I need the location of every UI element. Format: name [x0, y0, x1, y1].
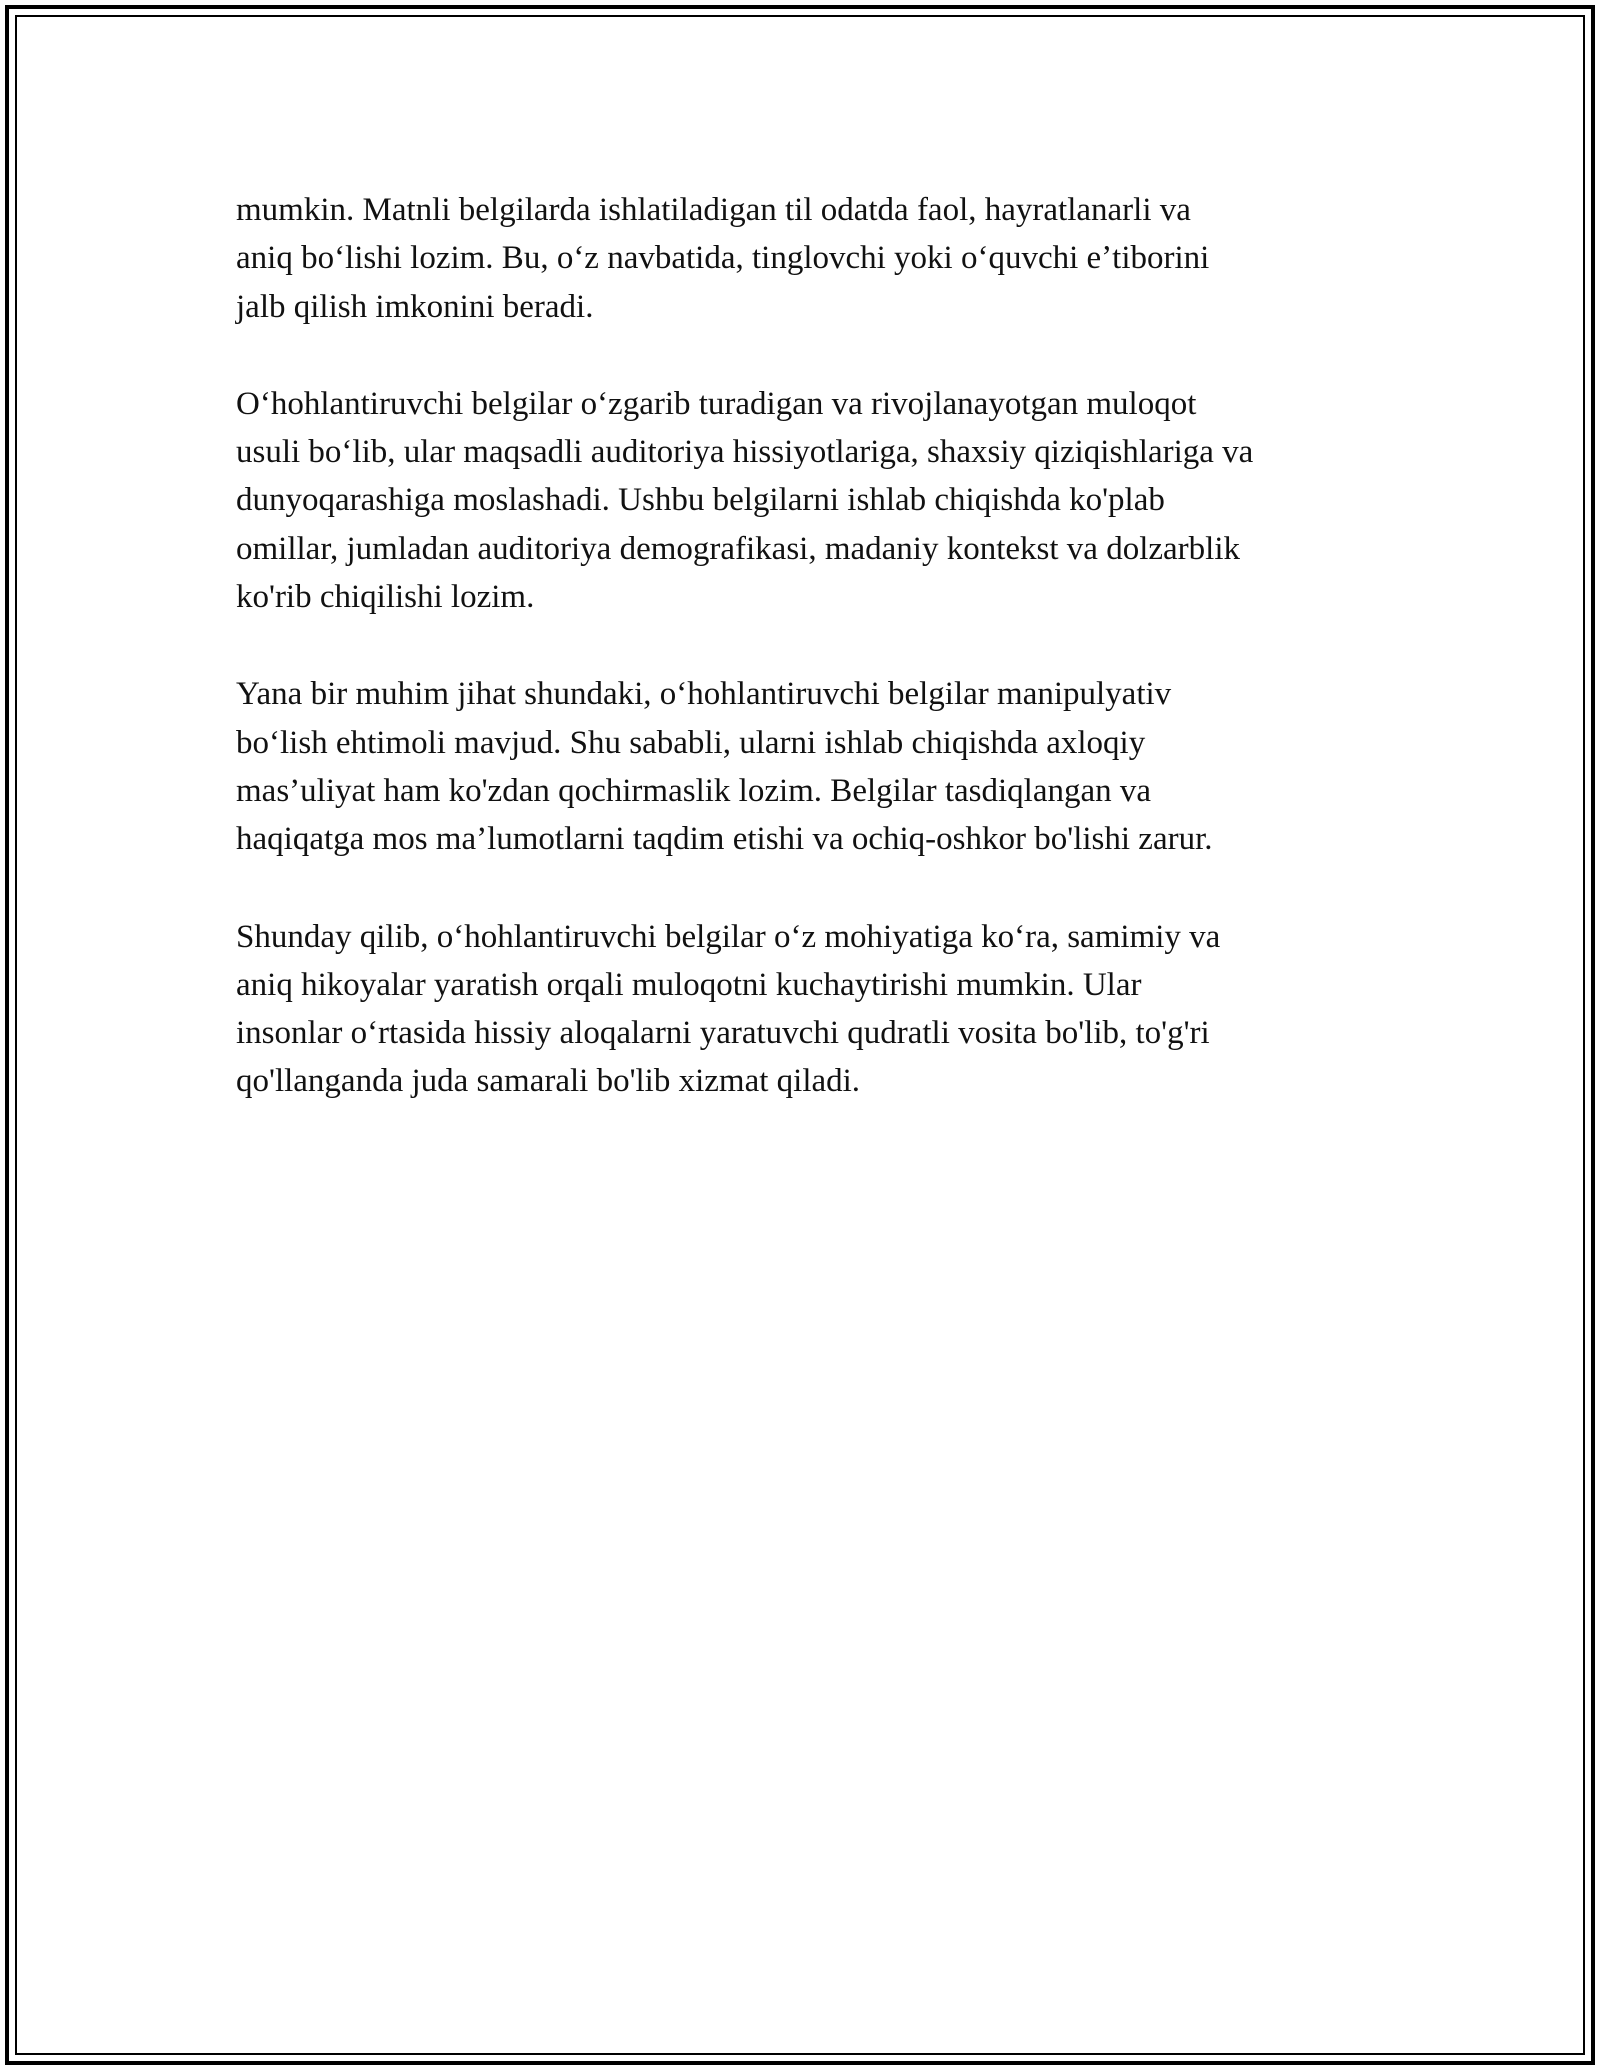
document-body [236, 186, 1376, 1155]
paragraph-1 [236, 186, 1376, 331]
text-line: qo'llanganda juda samarali bo'lib xizmat qiladi. [236, 1063, 861, 1100]
paragraph-4 [236, 913, 1376, 1106]
text-line: Yana bir muhim jihat shundaki, oʻhohlantiruvchi belgilar manipulyativ [236, 676, 1172, 713]
text-line: omillar, jumladan auditoriya demografikasi, madaniy kontekst va dolzarblik [236, 530, 1240, 567]
text-line: Shunday qilib, oʻhohlantiruvchi belgilar oʻz mohiyatiga koʻra, samimiy va [236, 918, 1221, 955]
text-line: jalb qilish imkonini beradi. [236, 288, 594, 325]
text-line: usuli boʻlib, ular maqsadli auditoriya hissiyotlariga, shaxsiy qiziqishlariga va [236, 434, 1254, 471]
text-line: insonlar oʻrtasida hissiy aloqalarni yaratuvchi qudratli vosita bo'lib, to'g'ri [236, 1015, 1210, 1052]
text-line: dunyoqarashiga moslashadi. Ushbu belgilarni ishlab chiqishda ko'plab [236, 482, 1165, 519]
paragraph-3 [236, 670, 1376, 863]
text-line: boʻlish ehtimoli mavjud. Shu sababli, ularni ishlab chiqishda axloqiy [236, 724, 1146, 761]
text-line: Oʻhohlantiruvchi belgilar oʻzgarib turadigan va rivojlanayotgan muloqot [236, 385, 1197, 422]
text-line: aniq boʻlishi lozim. Bu, oʻz navbatida, tinglovchi yoki oʻquvchi eʼtiborini [236, 240, 1210, 277]
text-line: mumkin. Matnli belgilarda ishlatiladigan til odatda faol, hayratlanarli va [236, 192, 1191, 228]
text-line: ko'rib chiqilishi lozim. [236, 579, 535, 616]
text-line: mas’uliyat ham ko'zdan qochirmaslik lozim. Belgilar tasdiqlangan va [236, 772, 1152, 809]
paragraph-2 [236, 380, 1376, 621]
text-line: aniq hikoyalar yaratish orqali muloqotni kuchaytirishi mumkin. Ular [236, 966, 1142, 1003]
text-line: haqiqatga mos ma’lumotlarni taqdim etishi va ochiq-oshkor bo'lishi zarur. [236, 821, 1213, 858]
